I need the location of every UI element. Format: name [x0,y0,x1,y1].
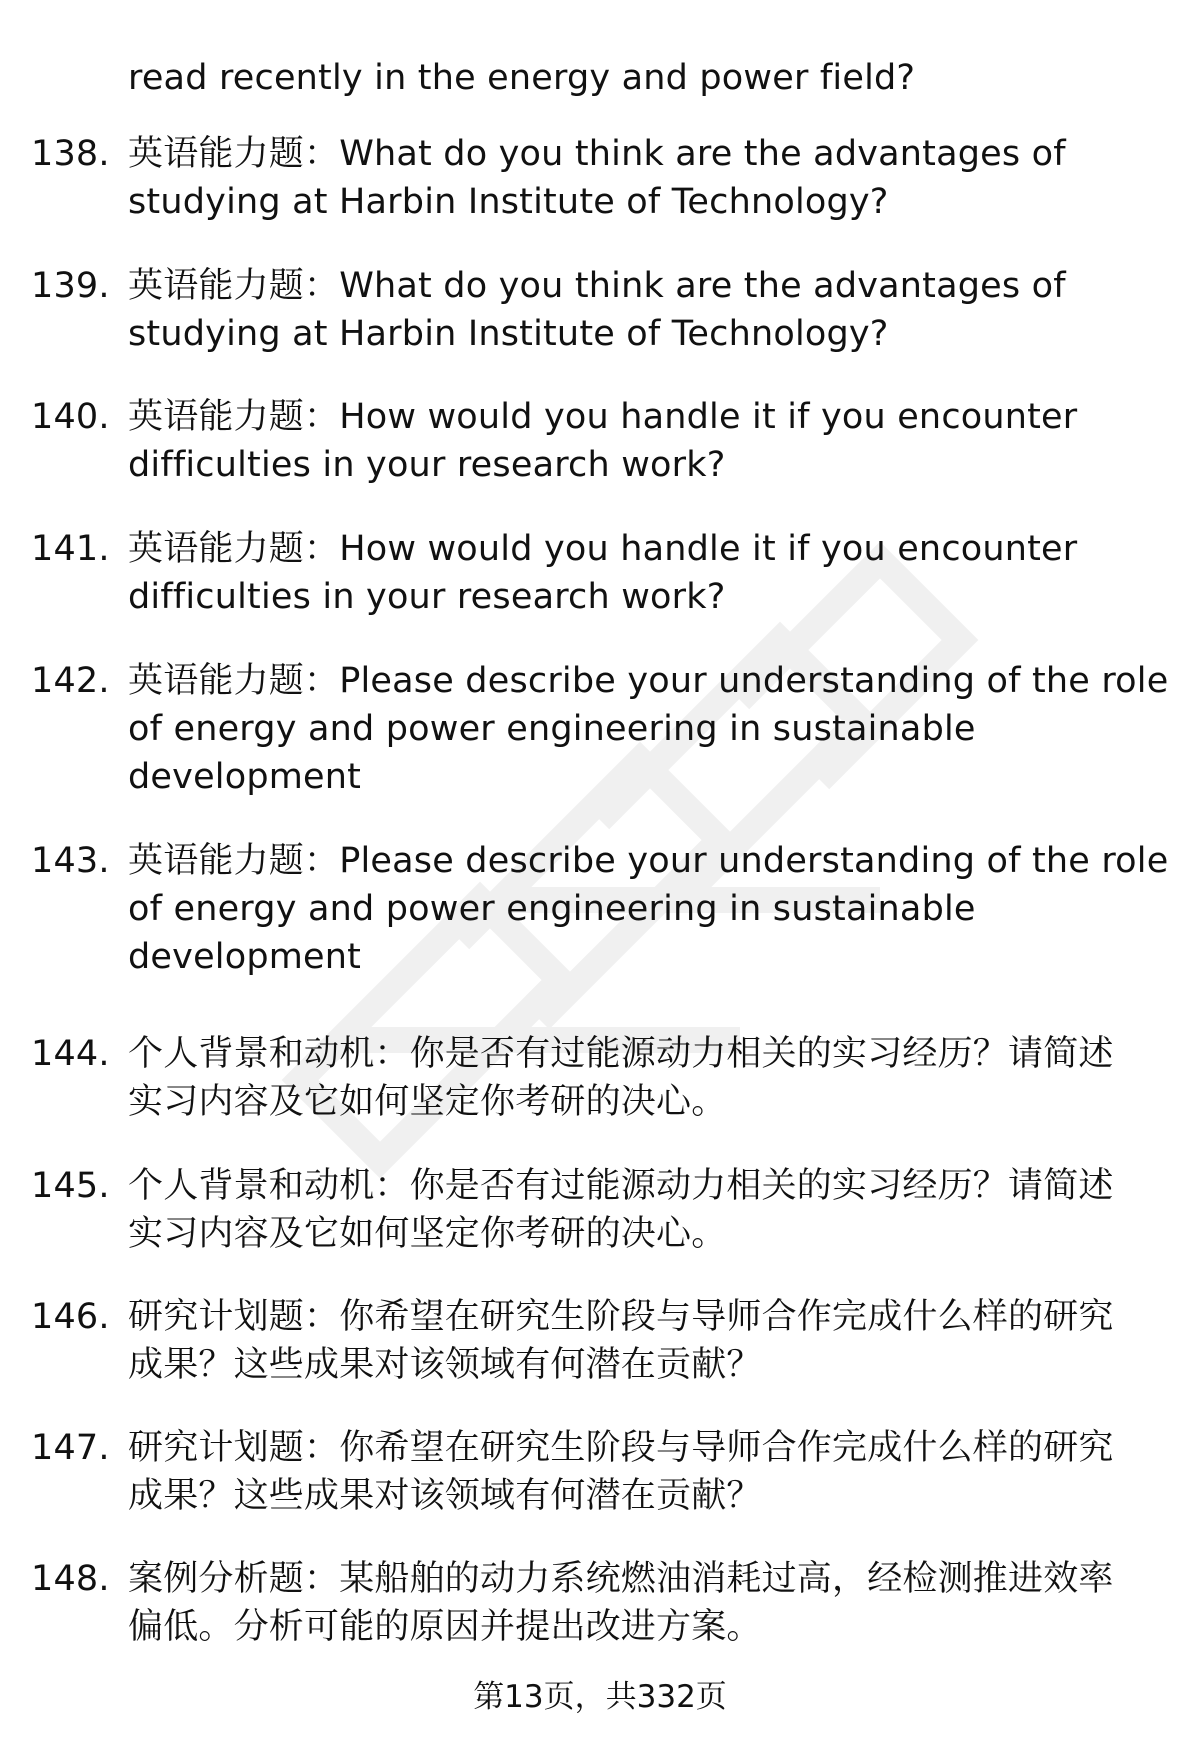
item-text [128,657,1168,801]
text-line: read recently in the energy and power field? [128,58,916,98]
item-text [128,54,1168,102]
text-line: 英语能力题：What do you think are the advantages of [128,266,1066,306]
item-number: 140. [31,397,110,437]
text-line: 英语能力题：How would you handle it if you encounter [128,529,1078,569]
text-line: of energy and power engineering in sustainable [128,889,976,929]
item-number: 147. [31,1428,110,1468]
item-number: 138. [31,134,110,174]
text-line: difficulties in your research work? [128,445,726,485]
text-line: development [128,937,362,977]
text-line: 偏低。分析可能的原因并提出改进方案。 [128,1607,762,1647]
item-text [128,837,1168,981]
text-line: 案例分析题：某船舶的动力系统燃油消耗过高，经检测推进效率 [128,1559,1114,1599]
item-number: 139. [31,266,110,306]
item-number: 143. [31,841,110,881]
text-line: 成果？这些成果对该领域有何潜在贡献？ [128,1476,762,1516]
text-line: difficulties in your research work? [128,577,726,617]
text-line: 实习内容及它如何坚定你考研的决心。 [128,1082,727,1122]
text-line: 英语能力题：What do you think are the advantages of [128,134,1066,174]
item-text [128,1555,1168,1651]
item-text [128,525,1168,621]
text-line: 研究计划题：你希望在研究生阶段与导师合作完成什么样的研究 [128,1428,1114,1468]
text-line: 成果？这些成果对该领域有何潜在贡献？ [128,1345,762,1385]
text-line: 研究计划题：你希望在研究生阶段与导师合作完成什么样的研究 [128,1297,1114,1337]
item-number: 141. [31,529,110,569]
item-text [128,1293,1168,1389]
item-text [128,1424,1168,1520]
text-line: 英语能力题：How would you handle it if you encounter [128,397,1078,437]
item-number: 146. [31,1297,110,1337]
item-text [128,1030,1168,1126]
item-text [128,130,1168,226]
text-line: 英语能力题：Please describe your understanding of the role [128,841,1169,881]
item-number: 144. [31,1034,110,1074]
page-number: 第13页，共332页 [473,1679,727,1715]
item-text [128,262,1168,358]
text-line: studying at Harbin Institute of Technology? [128,182,889,222]
item-number: 145. [31,1166,110,1206]
text-line: development [128,757,362,797]
text-line: 个人背景和动机：你是否有过能源动力相关的实习经历？请简述 [128,1166,1114,1206]
text-line: of energy and power engineering in sustainable [128,709,976,749]
item-number: 142. [31,661,110,701]
item-text [128,1162,1168,1258]
text-line: 实习内容及它如何坚定你考研的决心。 [128,1214,727,1254]
item-number: 148. [31,1559,110,1599]
item-text [128,393,1168,489]
text-line: 英语能力题：Please describe your understanding of the role [128,661,1169,701]
text-line: studying at Harbin Institute of Technology? [128,314,889,354]
text-line: 个人背景和动机：你是否有过能源动力相关的实习经历？请简述 [128,1034,1114,1074]
